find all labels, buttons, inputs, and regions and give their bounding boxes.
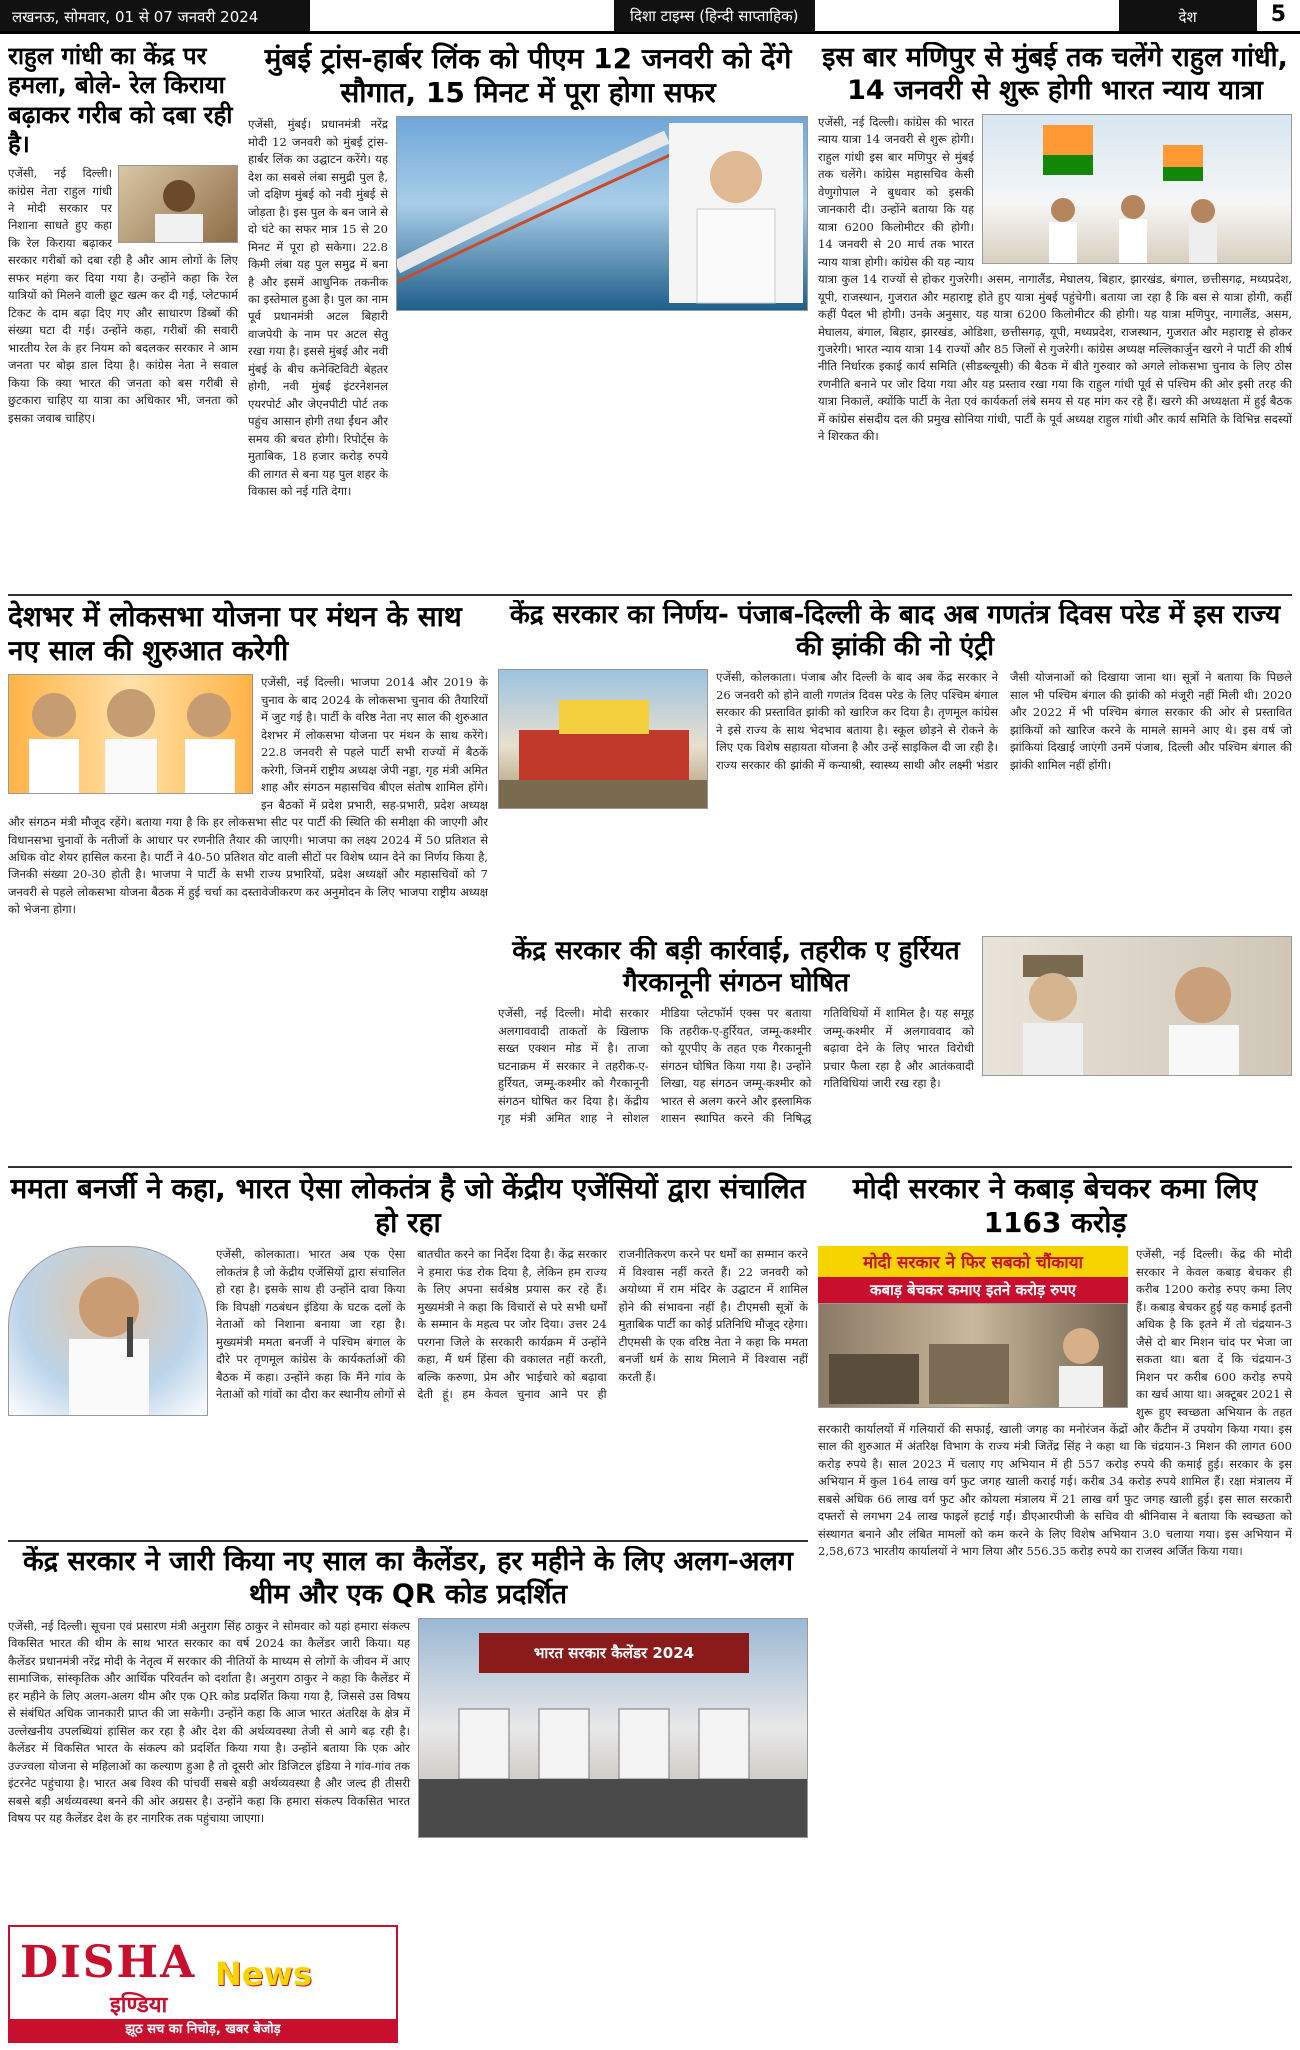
logo-tagline: झूठ सच का निचोड़, खबर बेजोड़ xyxy=(10,2019,396,2041)
section-name: देश xyxy=(1119,0,1257,31)
headline: ममता बनर्जी ने कहा, भारत ऐसा लोकतंत्र है जो केंद्रीय एजेंसियों द्वारा संचालित हो रहा xyxy=(10,1172,806,1240)
divider xyxy=(8,1540,808,1542)
paper-name: दिशा टाइम्स (हिन्दी साप्ताहिक) xyxy=(614,0,815,32)
story-calendar xyxy=(8,1546,808,1921)
story-body: एजेंसी, नई दिल्ली। मोदी सरकार अलगाववादी ताकतों के खिलाफ सख्त एक्शन मोड में है। ताजा घटनाक्रम में सरकार ने तहरीक-ए-हुर्रियत, जम्मू-कश्मीर को गैरकानूनी संगठन घोषित कर दिया है। केंद्रीय गृह मंत्री अमित शाह ने सोशल मीडिया प्लेटफॉर्म एक्स पर बताया कि तहरीक-ए-हुर्रियत, जम्मू-कश्मीर को यूएपीए के तहत एक गैरकानूनी संगठन घोषित किया गया है। उन्होंने लिखा, यह संगठन जम्मू-कश्मीर को भारत से अलग करने और इस्लामिक शासन स्थापित करने की निषिद्ध गतिविधियों में शामिल है। यह समूह जम्मू-कश्मीर में अलगाववाद को बढ़ावा देने के लिए भारत विरोधी प्रचार फैला रहा है और आतंकवादी गतिविधियां जारी रख रहा है। xyxy=(498,1006,974,1126)
story-hurriyat xyxy=(498,936,1292,1160)
story-nyay-yatra xyxy=(818,42,1292,587)
scrap-photo-icon xyxy=(819,1304,1128,1408)
person-photo-icon xyxy=(9,1247,208,1416)
rally-photo-icon xyxy=(983,115,1292,264)
photo-hurriyat xyxy=(982,936,1292,1076)
tableau-photo-icon xyxy=(499,670,708,809)
headline: राहुल गांधी का केंद्र पर हमला, बोले- रेल किराया बढ़ाकर गरीब को दबा रही है। xyxy=(8,42,233,158)
calendar-image-title: भारत सरकार कैलेंडर 2024 xyxy=(479,1633,749,1673)
scrap-banner-sub: कबाड़ बेचकर कमाए इतने करोड़ रुपए xyxy=(818,1277,1128,1303)
disha-news-logo xyxy=(8,1925,398,2043)
story-mamata xyxy=(8,1172,808,1542)
photo-sea-bridge xyxy=(396,116,808,311)
headline: देशभर में लोकसभा योजना पर मंथन के साथ नए साल की शुरुआत करेगी xyxy=(8,600,462,668)
story-tableau xyxy=(498,600,1292,930)
page-masthead xyxy=(0,0,1300,34)
headline: इस बार मणिपुर से मुंबई तक चलेंगे राहुल गांधी, 14 जनवरी से शुरू होगी भारत न्याय यात्रा xyxy=(822,42,1288,106)
person-photo-icon xyxy=(119,166,238,243)
story-rahul-rail xyxy=(8,42,238,587)
scrap-banner-top: मोदी सरकार ने फिर सबको चौंकाया xyxy=(818,1246,1128,1277)
headline: केंद्र सरकार का निर्णय- पंजाब-दिल्ली के बाद अब गणतंत्र दिवस परेड में इस राज्य की झांकी की नो एंट्री xyxy=(509,600,1281,662)
leaders-photo-icon xyxy=(983,937,1292,1076)
logo-suffix: News xyxy=(215,1955,313,1993)
headline: मोदी सरकार ने कबाड़ बेचकर कमा लिए 1163 करोड़ xyxy=(852,1172,1258,1240)
photo-bjp-leaders xyxy=(8,674,253,794)
logo-name: DISHA xyxy=(20,1937,197,1988)
headline: केंद्र सरकार ने जारी किया नए साल का कैलेंडर, हर महीने के लिए अलग-अलग थीम और एक QR कोड प्रदर्शित xyxy=(22,1546,794,1610)
headline: केंद्र सरकार की बड़ी कार्रवाई, तहरीक ए हुर्रियत गैरकानूनी संगठन घोषित xyxy=(512,936,960,998)
story-body: एजेंसी, नई दिल्ली। सूचना एवं प्रसारण मंत्री अनुराग सिंह ठाकुर ने सोमवार को यहां हमारा संकल्प विकसित भारत की थीम के साथ भारत सरकार का वर्ष 2024 का कैलेंडर जारी किया। यह कैलेंडर प्रधानमंत्री नरेंद्र मोदी के नेतृत्व में सरकार की नीतियों के माध्यम से लोगों के जीवन में आए सामाजिक, सांस्कृतिक और आर्थिक परिवर्तन को दर्शाता है। अनुराग ठाकुर ने कहा कि कैलेंडर में हर महीने के लिए अलग-अलग थीम और एक QR कोड प्रदर्शित किया गया है, जिससे उस विषय से संबंधित अधिक जानकारी प्राप्त की जा सकेगी। उन्होंने कहा कि आज भारत अंतरिक्ष के क्षेत्र में उल्लेखनीय उपलब्धियां हासिल कर रहा है और देश की अर्थव्यवस्था तेजी से आगे बढ़ रही है। कैलेंडर में विकसित भारत के संकल्प को प्रदर्शित किया गया है। उन्होंने बताया कि एक ओर उज्ज्वला योजना से महिलाओं का कल्याण हुआ है तो दूसरी ओर डिजिटल इंडिया ने गांव-गांव तक इंटरनेट पहुंचाया है। भारत अब विश्व की पांचवीं सबसे बड़ी अर्थव्यवस्था है और जल्द ही तीसरी सबसे बड़ी अर्थव्यवस्था बनने की ओर अग्रसर है। उन्होंने कहा कि हमारा संकल्प विकसित भारत विषय पर यह कैलेंडर देश के हर नागरिक तक पहुंचाया जाएगा। xyxy=(8,1618,410,1826)
bridge-photo-icon xyxy=(397,117,807,311)
story-body: एजेंसी, कोलकाता। भारत अब एक ऐसा लोकतंत्र है जो केंद्रीय एजेंसियों द्वारा संचालित हो रहा है। इसके साथ ही उन्होंने दावा किया कि विपक्षी गठबंधन इंडिया के घटक दलों के नेताओं को निशाना बनाया जा रहा है। मुख्यमंत्री ममता बनर्जी ने पश्चिम बंगाल के दौरे पर तृणमूल कांग्रेस के कार्यकर्ताओं की बैठक में कहा। उन्होंने कहा कि मैंने गांव के नेताओं को गांवों का दौरा कर स्थानीय लोगों से बातचीत करने का निर्देश दिया है। केंद्र सरकार ने हमारा फंड रोक दिया है, लेकिन हम राज्य के लिए अपना सर्वश्रेष्ठ प्रयास कर रहे हैं। मुख्यमंत्री ने कहा कि विचारों से परे सभी धर्मों के सम्मान के महत्व पर जोर दिया। उत्तर 24 परगना जिले के सरकारी कार्यक्रम में उन्होंने कहा, मैं धर्म हिंसा की वकालत नहीं करती, बल्कि करुणा, प्रेम और भाईचारे को बढ़ावा देती हूं। हम केवल चुनाव आने पर ही राजनीतिकरण करने पर धर्मों का सम्मान करने में विश्वास नहीं करते हैं। 22 जनवरी को अयोध्या में राम मंदिर के उद्घाटन में शामिल होने की संभावना नहीं है। टीएमसी सूत्रों के मुताबिक पार्टी का कोई प्रतिनिधि मौजूद रहेगा। टीएमसी के एक वरिष्ठ नेता ने कहा कि ममता बनर्जी धर्म के साथ मिलाने में विश्वास नहीं करती हैं। xyxy=(216,1247,808,1402)
story-bjp-plan xyxy=(8,600,488,1160)
photo-yatra-rally xyxy=(982,114,1292,264)
story-body: एजेंसी, मुंबई। प्रधानमंत्री नरेंद्र मोदी 12 जनवरी को मुंबई ट्रांस-हार्बर लिंक का उद्घाटन करेंगे। यह देश का सबसे लंबा समुद्री पुल है, जो दक्षिण मुंबई को नवी मुंबई से जोड़ता है। इस पुल के बन जाने से दो घंटे का सफर मात्र 15 से 20 मिनट में पूरा हो सकेगा। 22.8 किमी लंबा यह पुल समुद्र में बना है और इसमें आधुनिक तकनीक का इस्तेमाल हुआ है। पुल का नाम पूर्व प्रधानमंत्री अटल बिहारी वाजपेयी के नाम पर अटल सेतु रखा गया है। इससे मुंबई और नवी मुंबई के बीच कनेक्टिविटी बेहतर होगी, नवी मुंबई इंटरनेशनल एयरपोर्ट और जेएनपीटी पोर्ट तक पहुंच आसान होगी तथा ईंधन और समय की बचत होगी। रिपोर्ट्स के मुताबिक, 18 हजार करोड़ रुपये की लागत से बना यह पुल शहर के विकास को नई गति देगा। xyxy=(248,117,388,499)
headline: मुंबई ट्रांस-हार्बर लिंक को पीएम 12 जनवरी को देंगे सौगात, 15 मिनट में पूरा होगा सफर xyxy=(264,42,792,110)
photo-calendar-release xyxy=(418,1618,808,1838)
photo-rahul xyxy=(118,165,238,243)
story-scrap xyxy=(818,1172,1292,1917)
story-atal-setu xyxy=(248,42,808,587)
page-number: 5 xyxy=(1257,0,1300,31)
date-line: लखनऊ, सोमवार, 01 से 07 जनवरी 2024 xyxy=(0,0,310,31)
story-body: एजेंसी, नई दिल्ली। कांग्रेस की भारत न्याय यात्रा 14 जनवरी से शुरू होगी। राहुल गांधी इस बार मणिपुर से मुंबई तक चलेंगे। कांग्रेस महासचिव केसी वेणुगोपाल ने बुधवार को इसकी जानकारी दी। उन्होंने बताया कि यह यात्रा 6200 किलोमीटर की होगी। 14 जनवरी से 20 मार्च तक भारत न्याय यात्रा होगी। कांग्रेस की यह न्याय यात्रा कुल 14 राज्यों से होकर गुजरेगी। असम, नागालैंड, मेघालय, बिहार, झारखंड, बंगाल, छत्तीसगढ़, मध्यप्रदेश, यूपी, राजस्थान, गुजरात और महाराष्ट्र होते हुए यात्रा मुंबई पहुंचेगी। बताया जा रहा है कि बस से यात्रा होगी, कहीं कहीं पैदल भी होगी। उनके अनुसार, यह यात्रा 6200 किलोमीटर की होगी। यह यात्रा मणिपुर, नागालैंड, असम, मेघालय, बंगाल, बिहार, झारखंड, ओडिशा, छत्तीसगढ़, यूपी, मध्यप्रदेश, राजस्थान, गुजरात और महाराष्ट्र से होकर गुजरेगी। भारत न्याय यात्रा 14 राज्यों और 85 जिलों से गुजरेगी। कांग्रेस अध्यक्ष मल्लिकार्जुन खरगे ने पार्टी की शीर्ष नीति निर्धारक इकाई कार्य समिति (सीडब्ल्यूसी) की बैठक में बीते गुरुवार को अगले लोकसभा चुनाव के लिए ठोस रणनीति बनाने पर जोर दिया गया और यह प्रस्ताव रखा गया कि राहुल गांधी पूर्व से पश्चिम की ओर इसी तरह की यात्रा निकालें, क्योंकि पार्टी के नेता एवं कार्यकर्ता लंबे समय से यह मांग कर रहे हैं। खरगे की अध्यक्षता में हुई बैठक में कांग्रेस संसदीय दल की प्रमुख सोनिया गांधी, पार्टी के पूर्व अध्यक्ष राहुल गांधी और कार्य समिति के विभिन्न सदस्यों ने शिरकत की। xyxy=(818,114,1292,444)
photo-tableau xyxy=(498,669,708,809)
story-body: एजेंसी, कोलकाता। पंजाब और दिल्ली के बाद अब केंद्र सरकार ने 26 जनवरी को होने वाली गणतंत्र दिवस परेड के लिए पश्चिम बंगाल सरकार की प्रस्तावित झांकी को खारिज कर दिया है। तृणमूल कांग्रेस ने इसे राज्य के साथ भेदभाव बताया है। स्कूल छोड़ने से रोकने के लिए एक विशेष सहायता योजना है और उन्हें साइकिल दी जा रही है। राज्य सरकार की झांकी में कन्याश्री, स्वास्थ्य साथी और लक्ष्मी भंडार जैसी योजनाओं को दिखाया जाना था। सूत्रों ने बताया कि पिछले साल भी पश्चिम बंगाल की झांकी को मंजूरी नहीं मिली थी। 2020 और 2022 में भी पश्चिम बंगाल सरकार की ओर से प्रस्तावित झांकियों को खारिज करने के मामले सामने आए थे। इस वर्ष जो झांकियां दिखाई जाएंगी उनमें पंजाब, दिल्ली और पश्चिम बंगाल की झांकी शामिल नहीं होंगी। xyxy=(716,670,1292,772)
leaders-photo-icon xyxy=(9,675,253,794)
story-body: एजेंसी, नई दिल्ली। कांग्रेस नेता राहुल गांधी ने मोदी सरकार पर निशाना साधते हुए कहा कि रेल किराया बढ़ाकर सरकार गरीबों को दबा रही है और आम लोगों के लिए सफर महंगा कर दिया गया है। उन्होंने कहा कि रेल यात्रियों को मिलने वाली छूट खत्म कर दी गई, प्लेटफार्म टिकट के दाम बढ़ा दिए गए और साधारण डिब्बों की संख्या घटा दी गई। उन्होंने कहा, गरीबों की सवारी भारतीय रेल के हर नियम को बदलकर सरकार ने आम जनता पर बोझ डाल दिया है। कांग्रेस नेता ने सवाल किया कि क्या भारत की जनता को बस गरीबी से छुटकारा चाहिए या यात्रा का अधिकार भी, जनता को इसका जवाब चाहिए। xyxy=(8,166,238,425)
story-body: एजेंसी, नई दिल्ली। केंद्र की मोदी सरकार ने केवल कबाड़ बेचकर ही करीब 1200 करोड़ रुपए कमा लिए हैं। कबाड़ बेचकर हुई यह कमाई इतनी अधिक है कि इतने में तो चंद्रयान-3 जैसे दो बार मिशन चांद पर भेजा जा सकता था। बता दें कि चंद्रयान-3 मिशन पर करीब 600 करोड़ रुपये का खर्च आया था। अक्टूबर 2021 से शुरू हुए स्वच्छता अभियान के तहत सरकारी कार्यालयों में गलियारों की सफाई, खाली जगह का मनोरंजन केंद्रों और कैंटीन में उपयोग किया गया। इस साल की शुरुआत में अंतरिक्ष विभाग के राज्य मंत्री जितेंद्र सिंह ने कहा था कि चंद्रयान-3 मिशन की लागत 600 करोड़ रुपये है। साल 2023 में चलाए गए अभियान में ही 557 करोड़ रुपये की कमाई हुई। सरकार के इस अभियान में कुल 164 लाख वर्ग फुट जगह खाली कराई गई। करीब 34 करोड़ रुपये शामिल हैं। रक्षा मंत्रालय में सबसे अधिक 66 लाख वर्ग फुट और कोयला मंत्रालय में 21 लाख वर्ग फुट जगह खाली हुई। इस साल सरकारी दफ्तरों से लगभग 24 लाख फाइलें हटाई गईं। डीएआरपीजी के सचिव वी श्रीनिवास ने बताया कि स्वच्छता को संस्थागत बनाने और लंबित मामलों को कम करने के लिए विशेष अभियान 3.0 चलाया गया। इस अभियान में 2,58,673 भारतीय कार्यालयों ने भाग लिया और 556.35 करोड़ रुपये का राजस्व अर्जित किया गया। xyxy=(818,1247,1292,1559)
photo-mamata xyxy=(8,1246,208,1416)
photo-scrap xyxy=(818,1303,1128,1408)
story-body: एजेंसी, नई दिल्ली। भाजपा 2014 और 2019 के चुनाव के बाद 2024 के लोकसभा चुनाव की तैयारियों में जुट गई है। पार्टी के वरिष्ठ नेता नए साल की शुरुआत देशभर में लोकसभा योजना पर मंथन के साथ करेंगे। 22.8 जनवरी से पहले पार्टी सभी राज्यों में बैठकें करेगी, जिनमें राष्ट्रीय अध्यक्ष जेपी नड्डा, गृह मंत्री अमित शाह और संगठन महासचिव बीएल संतोष शामिल होंगे। इन बैठकों में प्रदेश प्रभारी, सह-प्रभारी, प्रदेश अध्यक्ष और संगठन मंत्री मौजूद रहेंगे। बताया गया है कि हर लोकसभा सीट पर पार्टी की स्थिति की समीक्षा की जाएगी और विधानसभा चुनावों के नतीजों के आधार पर रणनीति तैयार की जाएगी। भाजपा का लक्ष्य 2024 में 50 प्रतिशत से अधिक वोट शेयर हासिल करना है। पार्टी ने 40-50 प्रतिशत वोट वाली सीटों पर विशेष ध्यान देने का निर्णय किया है, जिनकी संख्या 20-30 होती है। भाजपा ने पार्टी के सभी राज्य प्रभारियों, प्रदेश अध्यक्षों और महासचिवों को 7 जनवरी से पहले लोकसभा योजना बैठक में हुई चर्चा का दस्तावेजीकरण कर अनुमोदन के लिए भाजपा राष्ट्रीय अध्यक्ष को भेजना होगा। xyxy=(8,675,488,917)
divider xyxy=(8,594,1292,596)
logo-region: इण्डिया xyxy=(110,1993,168,2018)
divider xyxy=(8,1166,1292,1168)
